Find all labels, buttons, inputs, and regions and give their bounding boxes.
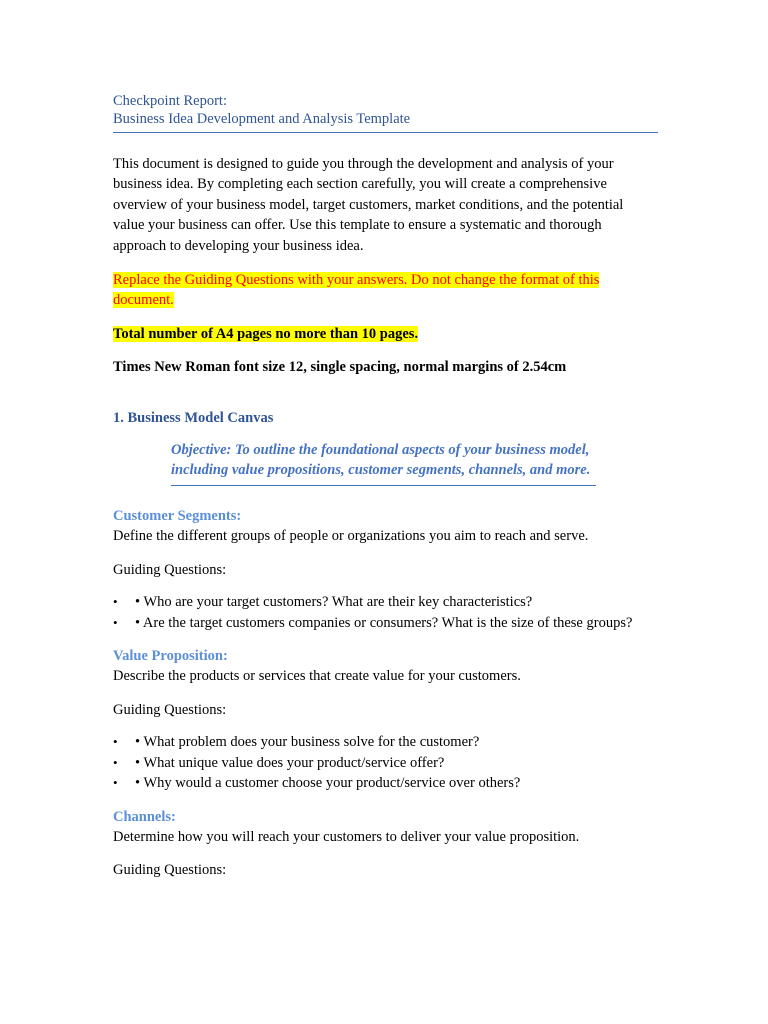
guiding-questions-label: Guiding Questions: [113,561,227,578]
bullet-icon: • [113,775,118,791]
intro-paragraph: This document is designed to guide you through the development and analysis of your business idea. By completing each section carefully, you will create a comprehensive overview of your business model, target customers, market conditions, and the potential value your business can offer. Use this template to ensure a systematic and thorough approach to developing your business idea. [113,156,624,254]
page-limit-note [113,324,658,344]
subheading-channels: Channels: [113,808,176,825]
question-text: • Are the target customers companies or consumers? What is the size of these groups? [135,614,633,631]
list-item [113,592,658,612]
document-title [113,92,658,133]
title-line-1: Checkpoint Report: [113,93,227,109]
guiding-questions-label: Guiding Questions: [113,862,227,879]
question-text: • What unique value does your product/service offer? [135,754,445,771]
format-note: Times New Roman font size 12, single spacing, normal margins of 2.54cm [113,358,567,375]
objective-text: Objective: To outline the foundational aspects of your business model, including value propositions, customer segments, channels, and more. [171,440,596,486]
bullet-icon: • [113,734,118,750]
document-page [113,92,658,881]
guiding-questions-label: Guiding Questions: [113,701,227,718]
subheading-value-proposition: Value Proposition: [113,648,228,665]
bullet-icon: • [113,594,118,610]
question-text: • What problem does your business solve for the customer? [135,734,480,751]
list-item [113,732,658,752]
list-item [113,753,658,773]
page-limit-text: Total number of A4 pages no more than 10 pages. [113,325,419,342]
value-proposition-description: Describe the products or services that create value for your customers. [113,668,521,685]
question-text: • Why would a customer choose your product/service over others? [135,775,521,792]
bullet-icon: • [113,614,118,630]
channels-description: Determine how you will reach your customers to deliver your value proposition. [113,828,580,845]
list-item [113,613,658,633]
list-item [113,773,658,793]
replace-instruction-text: Replace the Guiding Questions with your answers. Do not change the format of this document. [113,272,600,309]
title-line-2: Business Idea Development and Analysis Template [113,111,411,127]
customer-segments-questions [113,592,658,633]
section-heading-business-model-canvas: 1. Business Model Canvas [113,409,274,426]
replace-instruction [113,270,658,311]
bullet-icon: • [113,754,118,770]
customer-segments-description: Define the different groups of people or organizations you aim to reach and serve. [113,528,589,545]
question-text: • Who are your target customers? What are their key characteristics? [135,594,533,611]
value-proposition-questions [113,732,658,793]
subheading-customer-segments: Customer Segments: [113,508,242,525]
